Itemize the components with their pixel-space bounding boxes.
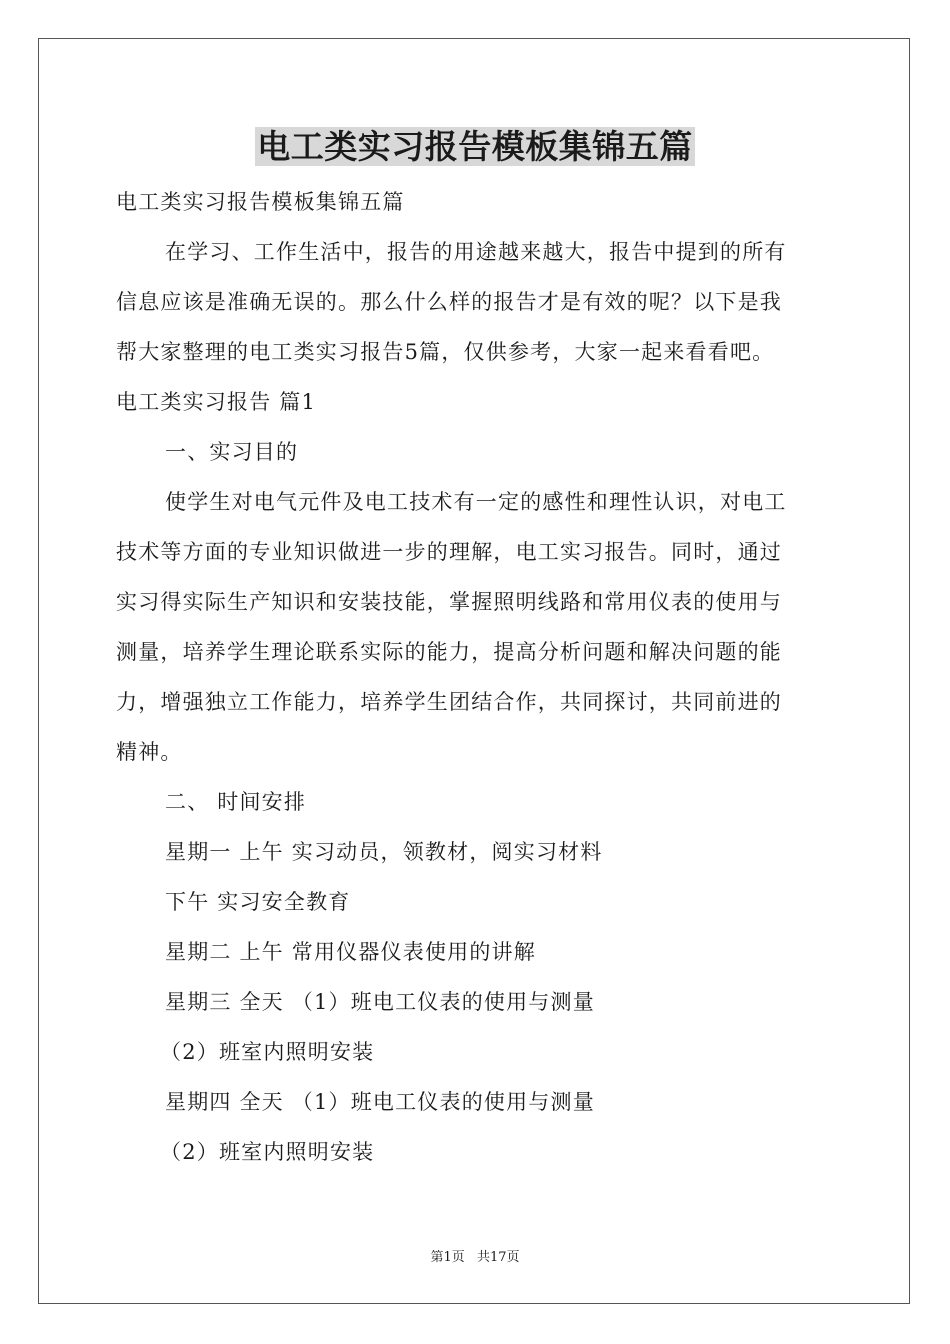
- document-title-text: 电工类实习报告模板集锦五篇: [257, 127, 693, 166]
- page-number: 第1页: [430, 1250, 465, 1265]
- schedule-line: 星期四 全天 （1）班电工仪表的使用与测量: [165, 1090, 595, 1114]
- schedule-line: 星期二 上午 常用仪器仪表使用的讲解: [165, 940, 536, 964]
- section-heading: 电工类实习报告 篇1: [116, 390, 317, 414]
- body-line: 精神。: [116, 740, 183, 764]
- body-line: 信息应该是准确无误的。那么什么样的报告才是有效的呢？以下是我: [116, 290, 782, 314]
- page-total: 共17页: [476, 1250, 520, 1265]
- body-line: 使学生对电气元件及电工技术有一定的感性和理性认识，对电工: [165, 490, 787, 514]
- body-line: 电工类实习报告模板集锦五篇: [116, 190, 405, 214]
- document-body: [116, 177, 836, 1177]
- schedule-line: （2）班室内照明安装: [160, 1040, 375, 1064]
- body-line: 力，增强独立工作能力，培养学生团结合作，共同探讨，共同前进的: [116, 690, 782, 714]
- subsection-heading: 一、实习目的: [165, 440, 299, 464]
- schedule-line: 下午 实习安全教育: [165, 890, 351, 914]
- body-line: 帮大家整理的电工类实习报告5篇，仅供参考，大家一起来看看吧。: [116, 340, 775, 364]
- page-footer: [0, 1246, 950, 1265]
- body-line: 测量，培养学生理论联系实际的能力，提高分析问题和解决问题的能: [116, 640, 782, 664]
- document-title: [0, 122, 950, 172]
- body-line: 实习得实际生产知识和安装技能，掌握照明线路和常用仪表的使用与: [116, 590, 782, 614]
- schedule-line: 星期三 全天 （1）班电工仪表的使用与测量: [165, 990, 595, 1014]
- body-line: 在学习、工作生活中，报告的用途越来越大，报告中提到的所有: [165, 240, 787, 264]
- body-line: 技术等方面的专业知识做进一步的理解，电工实习报告。同时，通过: [116, 540, 782, 564]
- schedule-line: 星期一 上午 实习动员，领教材，阅实习材料: [165, 840, 603, 864]
- subsection-heading: 二、 时间安排: [165, 790, 307, 814]
- schedule-line: （2）班室内照明安装: [160, 1140, 375, 1164]
